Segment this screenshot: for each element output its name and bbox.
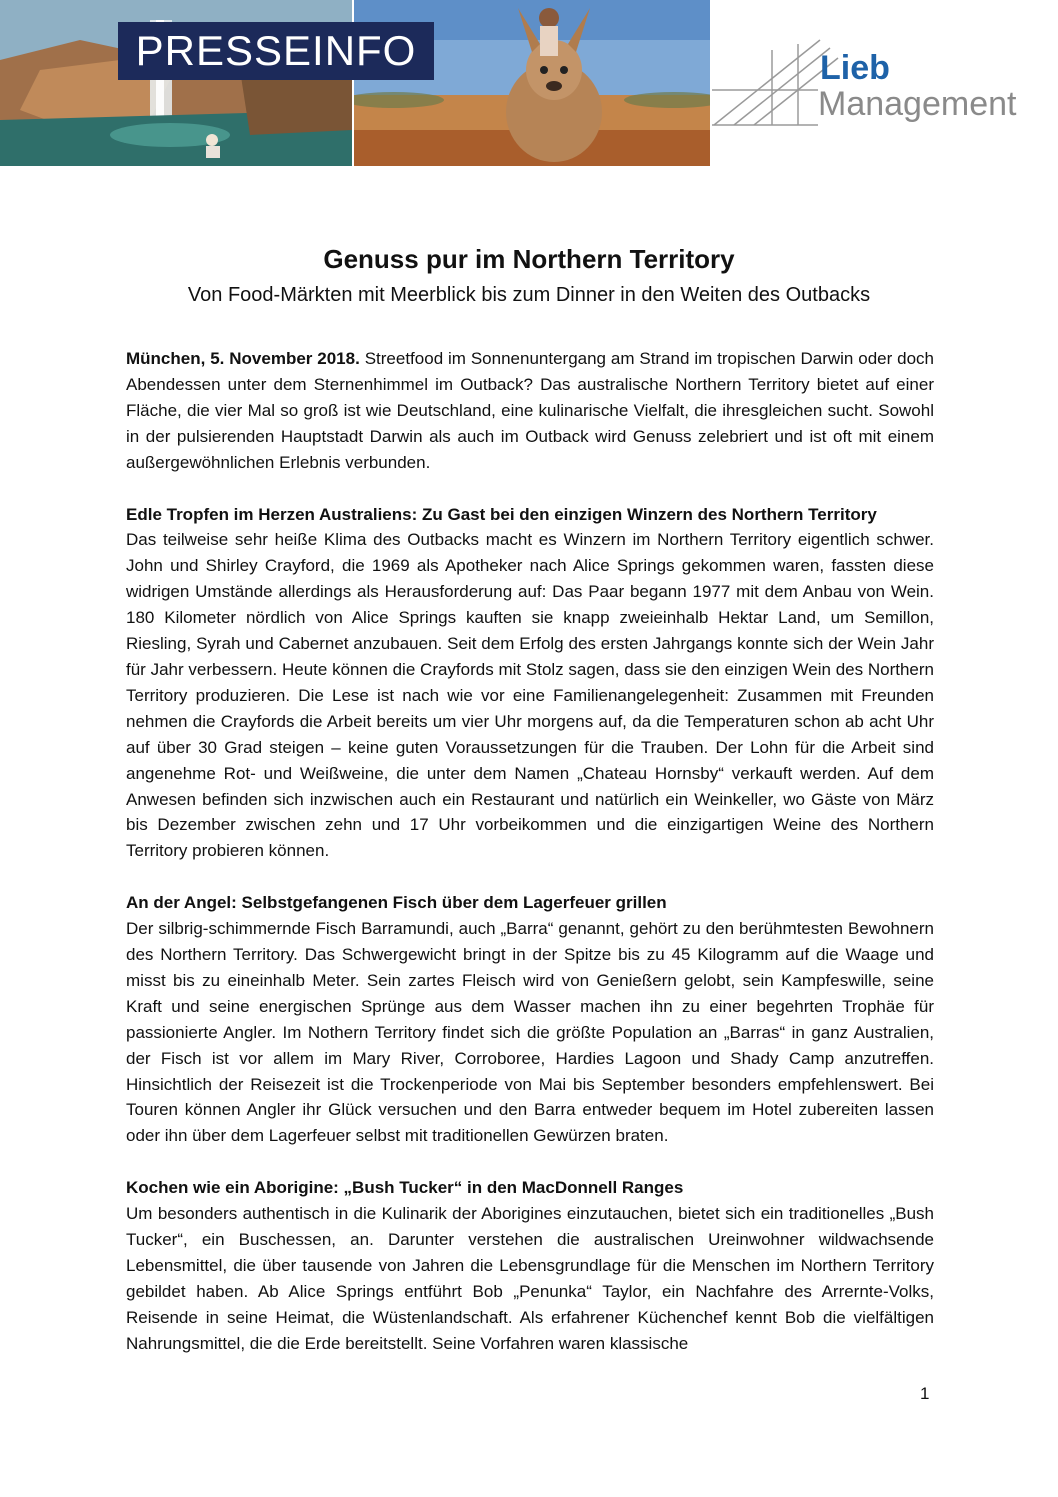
intro-text: Streetfood im Sonnenuntergang am Strand im tropischen Darwin oder doch Abendessen unter dem Sternenhimmel im Outback? Das australische Northern Territory bietet auf einer Fläche, die vier Mal so groß ist wie Deutschland, eine kulinarische Vielfalt, die ihresgleichen sucht. Sowohl in der pulsierenden Hauptstadt Darwin als auch im Outback wird Genuss zelebriert und ist oft mit einem außergewöhnlichen Erlebnis verbunden. [126, 349, 934, 472]
section-text-wine: Das teilweise sehr heiße Klima des Outbacks macht es Winzern im Northern Territory eigentlich schwer. John und Shirley Crayford, die 1969 als Apotheker nach Alice Springs gekommen waren, fassten diese widrigen Umstände allerdings als Herausforderung auf: Das Paar begann 1977 mit dem Anbau von Wein. 180 Kilometer nördlich von Alice Springs kauften sie knapp zweieinhalb Hektar Land, um Semillon, Riesling, Syrah und Cabernet anzubauen. Seit dem Erfolg des ersten Jahrgangs konnte sich der Wein Jahr für Jahr verbessern. Heute können die Crayfords mit Stolz sagen, dass sie den einzigen Wein des Northern Territory produzieren. Die Lese ist nach wie vor eine Familienangelegenheit: Zusammen mit Freunden nehmen die Crayfords die Arbeit bereits um vier Uhr morgens auf, da die Temperaturen schon ab acht Uhr auf über 30 Grad steigen – keine guten Voraussetzungen für die Trauben. Der Lohn für die Arbeit sind angenehme Rot- und Weißweine, die unter dem Namen „Chateau Hornsby“ verkauft werden. Auf dem Anwesen befinden sich inzwischen auch ein Restaurant und natürlich ein Weinkeller, wo Gäste von März bis Dezember zwischen zehn und 17 Uhr vorbeikommen und die einzigartigen Weine des Northern Territory probieren können. [126, 530, 934, 861]
page-number: 1 [920, 1384, 930, 1403]
logo-text-lieb: Lieb [820, 49, 890, 87]
presseinfo-badge: PRESSEINFO [118, 22, 434, 80]
press-header [0, 0, 1058, 166]
page-subtitle: Von Food-Märkten mit Meerblick bis zum Dinner in den Weiten des Outbacks [187, 284, 871, 306]
intro-paragraph [126, 346, 934, 476]
article-body [126, 346, 934, 1383]
section-heading-wine: Edle Tropfen im Herzen Australiens: Zu Gast bei den einzigen Winzern des Northern Territory [126, 504, 877, 524]
section-text-bush-tucker: Um besonders authentisch in die Kulinarik der Aborigines einzutauchen, bietet sich ein traditionelles „Bush Tucker“, ein Buschessen, an. Darunter verstehen die australischen Ureinwohner wildwachsende Lebensmittel, die über tausende von Jahren die Lebensgrundlage für die Menschen im Northern Territory gebildet haben. Ab Alice Springs entführt Bob „Penunka“ Taylor, ein Nachfahre des Arrernte-Volks, Reisende in seine Heimat, die Wüstenlandschaft. Als erfahrener Küchenchef kennt Bob die vielfältigen Nahrungsmittel, die die Erde bereitstellt. Seine Vorfahren waren klassische [126, 1204, 934, 1353]
dateline: München, 5. November 2018. [126, 349, 360, 368]
page-title: Genuss pur im Northern Territory [323, 244, 735, 274]
section-heading-fishing: An der Angel: Selbstgefangenen Fisch über dem Lagerfeuer grillen [126, 893, 667, 913]
logo-text-management: Management [818, 85, 1017, 123]
section-heading-bush-tucker: Kochen wie ein Aborigine: „Bush Tucker“ in den MacDonnell Ranges [126, 1178, 684, 1198]
section-text-fishing: Der silbrig-schimmernde Fisch Barramundi, auch „Barra“ genannt, gehört zu den berühmtesten Bewohnern des Northern Territory. Das Schwergewicht bringt in der Spitze bis zu 45 Kilogramm auf die Waage und misst bis zu eineinhalb Meter. Sein zartes Fleisch wird von Genießern gelobt, sein Kampfeswille, seine Kraft und seine energischen Sprünge aus dem Wasser machen ihn zu einer begehrten Trophäe für passionierte Angler. Im Nothern Territory findet sich die größte Population an „Barras“ in ganz Australien, der Fisch ist vor allem im Mary River, Corroboree, Hardies Lagoon und Shady Camp anzutreffen. Hinsichtlich der Reisezeit ist die Trockenperiode von Mai bis September besonders empfehlenswert. Bei Touren können Angler ihr Glück versuchen und den Barra entweder bequem im Hotel zubereiten lassen oder ihn über dem Lagerfeuer selbst mit traditionellen Gewürzen braten. [126, 919, 934, 1146]
